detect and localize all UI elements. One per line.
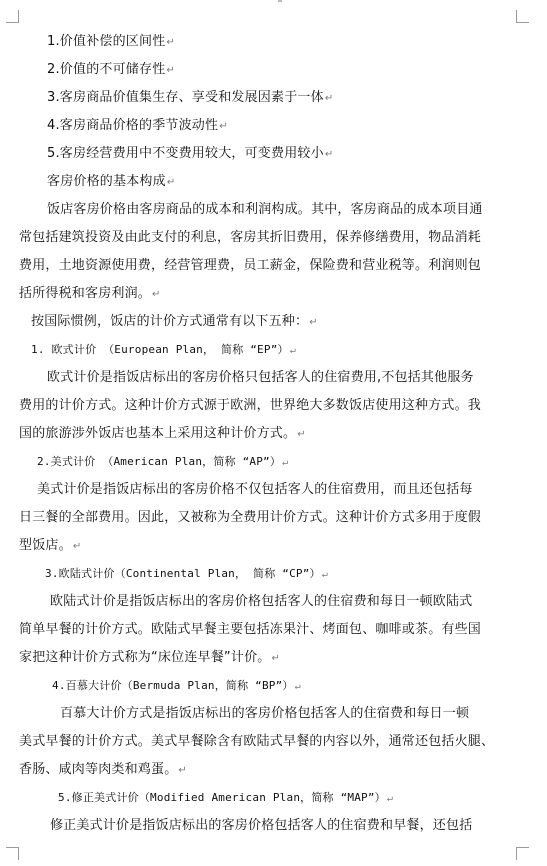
line-text: 2.价值的不可储存性: [47, 62, 166, 77]
list-item-3: [47, 90, 333, 107]
paragraph-line: [19, 426, 306, 443]
paragraph-line: [19, 538, 81, 555]
paragraph-mark: ↵: [289, 345, 296, 356]
pricing-heading-map: [58, 790, 393, 807]
list-item-5: [47, 146, 333, 163]
paragraph-line: [19, 510, 481, 526]
line-text: 费用的计价方式。这种计价方式源于欧洲，世界绝大多数饭店使用这种方式。我: [19, 398, 482, 413]
line-text: 5.客房经营费用中不变费用较大，可变费用较小: [47, 146, 324, 161]
line-text: 家把这种计价方式称为“床位连早餐”计价。: [19, 650, 271, 665]
paragraph-line: [19, 286, 161, 303]
line-text: 百慕大计价方式是指饭店标出的客房价格包括客人的住宿费和每日一顿: [60, 706, 470, 721]
paragraph-line: [19, 622, 481, 638]
paragraph-line: [19, 762, 187, 779]
paragraph-mark: ↵: [294, 681, 301, 692]
line-text: 2.美式计价 （American Plan，简称 “AP”）: [37, 455, 282, 468]
paragraph-line: [19, 258, 481, 274]
paragraph-mark: ↵: [152, 289, 161, 300]
line-text: 客房价格的基本构成: [47, 174, 166, 189]
paragraph-line: [50, 818, 472, 834]
crop-mark-bottom-right: [516, 847, 529, 860]
paragraph-line: [31, 314, 318, 331]
paragraph-mark: ↵: [166, 177, 176, 188]
line-text: 3.客房商品价值集生存、享受和发展因素于一体: [47, 90, 324, 105]
line-text: 3.欧陆式计价（Continental Plan， 简称 “CP”）: [45, 567, 321, 580]
paragraph-line: [47, 202, 483, 218]
paragraph-mark: ↵: [219, 121, 228, 132]
list-item-2: [47, 62, 175, 79]
line-text: 欧式计价是指饭店标出的客房价格只包括客人的住宿费用,不包括其他服务: [47, 370, 474, 385]
paragraph-mark: ↵: [324, 93, 334, 104]
paragraph-mark: ↵: [178, 765, 187, 776]
section-heading: [47, 174, 175, 191]
line-text: 国的旅游涉外饭店也基本上采用这种计价方式。: [19, 426, 297, 441]
paragraph-mark: ↵: [386, 793, 394, 804]
paragraph-line: [19, 650, 280, 667]
paragraph-mark: ↵: [282, 457, 289, 468]
line-text: 4.客房商品价格的季节波动性: [47, 118, 219, 133]
paragraph-mark: ↵: [321, 569, 328, 580]
top-ruler-mark: [278, 0, 282, 2]
paragraph-line: [19, 734, 494, 750]
paragraph-mark: ↵: [72, 541, 82, 552]
paragraph-mark: ↵: [324, 149, 334, 160]
pricing-heading-bp: [52, 678, 301, 695]
pricing-heading-ep: [31, 342, 296, 359]
paragraph-mark: ↵: [309, 317, 318, 328]
line-text: 1.价值补偿的区间性: [47, 34, 166, 49]
paragraph-line: [47, 370, 474, 386]
crop-mark-top-right: [516, 10, 529, 23]
paragraph-mark: ↵: [297, 429, 306, 440]
line-text: 欧陆式计价是指饭店标出的客房价格包括客人的住宿费和每日一顿欧陆式: [50, 594, 473, 609]
list-item-1: [47, 34, 175, 51]
crop-mark-bottom-left: [6, 847, 19, 860]
paragraph-mark: ↵: [271, 653, 281, 664]
line-text: 常包括建筑投资及由此支付的利息，客房其折旧费用，保养修缮费用，物品消耗: [19, 230, 482, 245]
line-text: 饭店客房价格由客房商品的成本和利润构成。其中，客房商品的成本项目通: [47, 202, 483, 217]
paragraph-line: [60, 706, 469, 722]
paragraph-line: [37, 482, 473, 498]
line-text: 香肠、咸肉等肉类和鸡蛋。: [19, 762, 178, 777]
pricing-heading-ap: [37, 454, 288, 471]
line-text: 1. 欧式计价 （European Plan， 简称 “EP”）: [31, 343, 289, 356]
crop-mark-top-left: [6, 10, 19, 23]
line-text: 费用，土地资源使用费，经营管理费，员工薪金，保险费和营业税等。利润则包: [19, 258, 482, 273]
paragraph-mark: ↵: [166, 65, 175, 76]
line-text: 4.百慕大计价（Bermuda Plan，简称 “BP”）: [52, 679, 294, 692]
line-text: 日三餐的全部费用。因此，又被称为全费用计价方式。这种计价方式多用于度假: [19, 510, 482, 525]
line-text: 修正美式计价是指饭店标出的客房价格包括客人的住宿费和早餐，还包括: [50, 818, 473, 833]
line-text: 美式计价是指饭店标出的客房价格不仅包括客人的住宿费用，而且还包括每: [37, 482, 473, 497]
paragraph-line: [50, 594, 472, 610]
line-text: 按国际惯例，饭店的计价方式通常有以下五种：: [31, 314, 309, 329]
paragraph-line: [19, 230, 481, 246]
paragraph-line: [19, 398, 481, 414]
list-item-4: [47, 118, 228, 135]
line-text: 简单早餐的计价方式。欧陆式早餐主要包括冻果汁、烤面包、咖啡或茶。有些国: [19, 622, 482, 637]
paragraph-mark: ↵: [166, 37, 175, 48]
line-text: 5.修正美式计价（Modified American Plan，简称 “MAP”）: [58, 791, 386, 804]
line-text: 型饭店。: [19, 538, 72, 553]
line-text: 美式早餐的计价方式。美式早餐除含有欧陆式早餐的内容以外，通常还包括火腿、: [19, 734, 495, 749]
line-text: 括所得税和客房利润。: [19, 286, 152, 301]
pricing-heading-cp: [45, 566, 328, 583]
